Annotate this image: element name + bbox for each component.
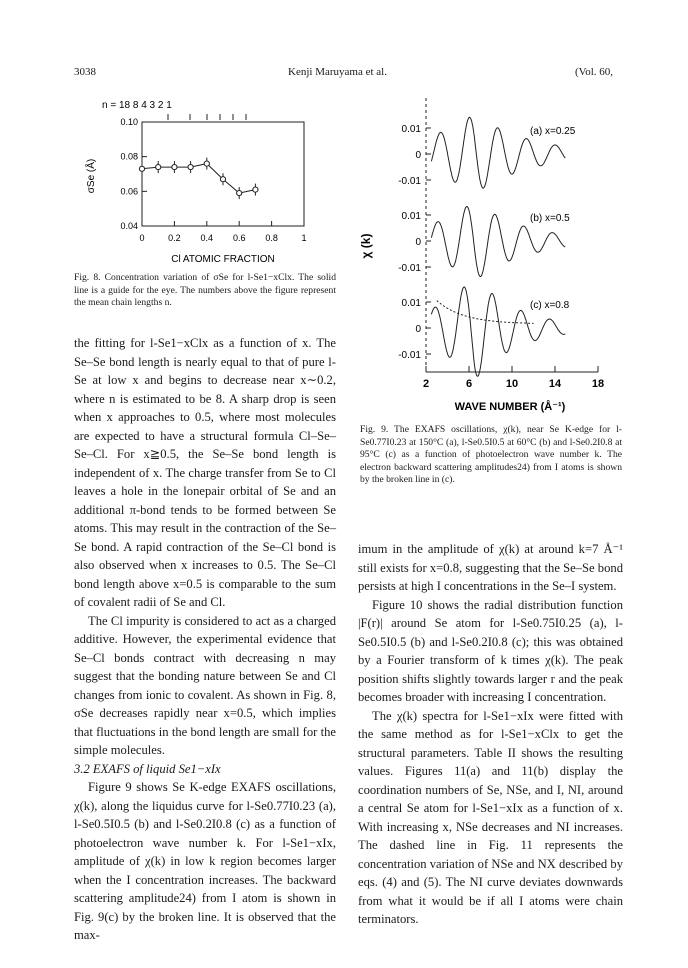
paragraph: the fitting for l-Se1−xClx as a function of x. The Se–Se bond length is nearly equal to that of pure l-Se at low x and begins to decrease near x∼0.2, where n is estimated to be 8. A sharp drop is seen when x approaches to 0.5, where most molecules are expected to have a structural formula Cl–Se–Se–Cl. For x≧0.5, the Se–Se bond length is independent of x. The charge transfer from Se to Cl leaves a hole in the lonepair orbital of Se and an additional π-bond tends to be formed between Se atoms. This may result in the contraction of the Se–Se bond. A rapid contraction of the Se–Cl bond is also observed when x increases to 0.5. The Se–Cl bond length above x=0.5 is comparable to the sum of covalent radii of Se and Cl.: [74, 336, 336, 609]
fig9-x-tick-label: 14: [548, 378, 562, 390]
fig8-chain-length-labels: n = 18 8 4 3 2 1: [102, 100, 172, 111]
fig9-x-tick-label: 2: [422, 378, 430, 390]
fig8-y-tick-label: 0.08: [120, 151, 138, 162]
paragraph: imum in the amplitude of χ(k) at around k=7 Å⁻¹ still exists for x=0.8, suggesting that the Se–Se bond persists at high I concentrations in the Se–I system.: [358, 542, 623, 593]
fig8-data-point: [156, 164, 161, 169]
fig8-chart: [70, 94, 330, 274]
fig9-y-tick-label: -0.01: [398, 350, 421, 361]
fig9-x-tick-label: 10: [505, 378, 519, 390]
fig8-x-tick-label: 1: [301, 233, 307, 243]
paragraph: Figure 9 shows Se K-edge EXAFS oscillations, χ(k), along the liquidus curve for l-Se0.77I0.23 (a), l-Se0.5I0.5 (b) and l-Se0.2I0.8 (c) as a function of photoelectron wave number k. For l-Se1−xIx, amplitude of χ(k) in low k region becomes larger when the I concentration increases. The backward scattering amplitude24) from I atom is shown in Fig. 9(c) by the broken line. It is observed that the max-: [74, 780, 336, 942]
fig8-data-point: [172, 164, 177, 169]
right-column: [358, 540, 623, 929]
fig8-y-tick-label: 0.04: [120, 221, 138, 231]
paragraph: The χ(k) spectra for l-Se1−xIx were fitted with the same method as for l-Se1−xClx to get the structural parameters. Table II shows the resulting values. Figures 11(a) and 11(b) display the coordination numbers of Se, NSe, and I, NI, around a central Se atom for l-Se1−xIx as a function of x. With increasing x, NSe decreases and NI increases. The dashed line in Fig. 11 represents the concentration variation of NSe and NX described by eqs. (4) and (5). The NI curve deviates downwards from what it would be if all I atoms were chain terminators.: [358, 708, 623, 926]
fig9-caption: Fig. 9. The EXAFS oscillations, χ(k), near Se K-edge for l-Se0.77I0.23 at 150°C (a), l-Se0.5I0.5 at 60°C (b) and l-Se0.2I0.8 at 95°C (c) as a function of photoelectron wave number k. The electron backward scattering amplitudes24) from I atoms is shown by the broken line in (c).: [360, 424, 622, 486]
fig8-x-tick-label: 0: [139, 233, 145, 243]
fig9-x-axis-label: WAVE NUMBER (Å⁻¹): [454, 401, 566, 413]
fig9-y-tick-label: -0.01: [398, 263, 421, 274]
section-heading: 3.2 EXAFS of liquid Se1−xIx: [74, 761, 221, 776]
page-number: 3038: [74, 66, 96, 78]
fig8-data-point: [253, 187, 258, 192]
fig8-caption: Fig. 8. Concentration variation of σSe for l-Se1−xClx. The solid line is a guide for the eye. The numbers above the figure represent the mean chain lengths n.: [74, 272, 336, 309]
fig9-y-tick-label: 0.01: [401, 124, 421, 135]
paragraph: The Cl impurity is considered to act as a charged additive. However, the experimental evidence that Se–Cl bonds contract with decreasing n may suggest that the bonding nature between Se and Cl changes from ionic to covalent. As shown in Fig. 8, σSe decreases rapidly near x=0.5, which implies that fluctuations in the bond length are small for the simple molecules.: [74, 613, 336, 757]
fig9-panel: [398, 117, 576, 188]
fig9-y-tick-label: 0.01: [401, 211, 421, 222]
fig9-x-tick-label: 6: [465, 378, 473, 390]
fig9-y-axis-label: χ (k): [359, 233, 373, 259]
volume-label: (Vol. 60,: [575, 66, 613, 78]
fig8-y-tick-label: 0.06: [120, 186, 138, 197]
fig9-x-tick-label: 18: [591, 378, 605, 390]
fig9-y-tick-label: -0.01: [398, 176, 421, 187]
fig9-panel: [398, 287, 569, 376]
fig8-y-axis-label: σSe (Å): [86, 158, 97, 194]
fig8-data-point: [204, 161, 209, 166]
fig8-x-tick-label: 0.6: [232, 233, 246, 243]
fig9-y-tick-label: 0: [415, 150, 421, 161]
fig9-chart: [358, 88, 628, 418]
left-column: [74, 334, 336, 945]
fig8-x-axis-label: Cl ATOMIC FRACTION: [171, 254, 275, 265]
fig9-panel-label: (c) x=0.8: [530, 300, 570, 311]
fig8-data-point: [139, 166, 144, 171]
fig8-y-tick-label: 0.10: [120, 117, 138, 127]
paragraph: Figure 10 shows the radial distribution function |F(r)| around Se atom for l-Se0.75I0.25 (a), l-Se0.5I0.5 (b) and l-Se0.2I0.8 (c); this was obtained by a Fourier transform of k times χ(k). The peak position shifts slightly towards larger r and the peak becomes broader with increasing I concentration.: [358, 597, 623, 704]
running-authors: Kenji Maruyama et al.: [288, 66, 387, 78]
fig8-data-point: [220, 177, 225, 182]
fig8-x-axis: [139, 221, 306, 243]
fig8-data-point: [188, 164, 193, 169]
fig8-x-tick-label: 0.8: [265, 233, 278, 243]
fig9-y-tick-label: 0: [415, 237, 421, 248]
fig8-x-tick-label: 0.2: [168, 233, 181, 243]
fig9-y-tick-label: 0: [415, 324, 421, 335]
fig9-panel-label: (b) x=0.5: [530, 213, 570, 224]
fig9-y-tick-label: 0.01: [401, 298, 421, 309]
fig8-x-tick-label: 0.4: [200, 233, 214, 243]
fig9-panel-label: (a) x=0.25: [530, 126, 576, 137]
fig9-x-axis: [423, 366, 604, 390]
fig9-panel: [398, 207, 570, 277]
fig8-y-axis: [120, 117, 147, 231]
fig8-data-point: [237, 190, 242, 195]
